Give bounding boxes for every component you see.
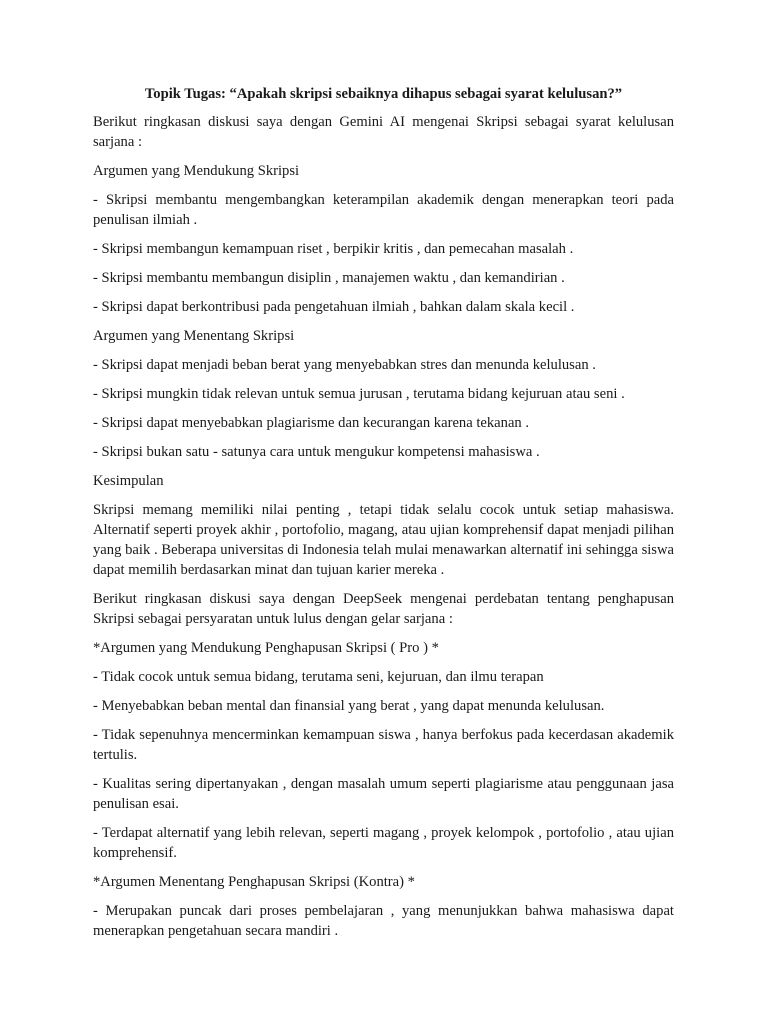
supporting-point-1: - Skripsi membantu mengembangkan keterampilan akademik dengan menerapkan teori pada penulisan ilmiah . [93,192,674,228]
opposing-point-4: - Skripsi bukan satu - satunya cara untuk mengukur kompetensi mahasiswa . [93,444,540,460]
pro-point-4: - Kualitas sering dipertanyakan , dengan masalah umum seperti plagiarisme atau penggunaan jasa penulisan esai. [93,776,674,812]
heading-pro-arguments: *Argumen yang Mendukung Penghapusan Skripsi ( Pro ) * [93,640,439,656]
opposing-point-1: - Skripsi dapat menjadi beban berat yang menyebabkan stres dan menunda kelulusan . [93,357,596,373]
heading-contra-arguments: *Argumen Menentang Penghapusan Skripsi (Kontra) * [93,874,415,890]
heading-conclusion: Kesimpulan [93,473,164,489]
document-page [93,84,674,941]
heading-supporting-arguments: Argumen yang Mendukung Skripsi [93,163,300,179]
conclusion-paragraph: Skripsi memang memiliki nilai penting , tetapi tidak selalu cocok untuk setiap mahasiswa. Alternatif seperti proyek akhir , portofolio, magang, atau ujian komprehensif dapat menjadi pilihan yang baik . Beberapa universitas di Indonesia telah mulai menawarkan alternatif ini sehingga siswa dapat memilih berdasarkan minat dan tujuan karier mereka . [93,502,674,578]
opposing-point-2: - Skripsi mungkin tidak relevan untuk semua jurusan , terutama bidang kejuruan atau seni . [93,386,625,402]
intro-gemini-paragraph: Berikut ringkasan diskusi saya dengan Gemini AI mengenai Skripsi sebagai syarat kelulusan sarjana : [93,114,674,150]
intro-deepseek-paragraph: Berikut ringkasan diskusi saya dengan DeepSeek mengenai perdebatan tentang penghapusan Skripsi sebagai persyaratan untuk lulus dengan gelar sarjana : [93,591,674,627]
heading-opposing-arguments: Argumen yang Menentang Skripsi [93,328,295,344]
supporting-point-3: - Skripsi membantu membangun disiplin , manajemen waktu , dan kemandirian . [93,270,565,286]
document-title: Topik Tugas: “Apakah skripsi sebaiknya dihapus sebagai syarat kelulusan?” [144,86,623,102]
pro-point-3: - Tidak sepenuhnya mencerminkan kemampuan siswa , hanya berfokus pada kecerdasan akademik tertulis. [93,727,674,763]
pro-point-5: - Terdapat alternatif yang lebih relevan, seperti magang , proyek kelompok , portofolio , atau ujian komprehensif. [93,825,674,861]
contra-point-1: - Merupakan puncak dari proses pembelajaran , yang menunjukkan bahwa mahasiswa dapat menerapkan pengetahuan secara mandiri . [93,903,674,939]
supporting-point-2: - Skripsi membangun kemampuan riset , berpikir kritis , dan pemecahan masalah . [93,241,574,257]
supporting-point-4: - Skripsi dapat berkontribusi pada pengetahuan ilmiah , bahkan dalam skala kecil . [93,299,575,315]
pro-point-2: - Menyebabkan beban mental dan finansial yang berat , yang dapat menunda kelulusan. [93,698,605,714]
opposing-point-3: - Skripsi dapat menyebabkan plagiarisme dan kecurangan karena tekanan . [93,415,530,431]
pro-point-1: - Tidak cocok untuk semua bidang, terutama seni, kejuruan, dan ilmu terapan [93,669,544,685]
